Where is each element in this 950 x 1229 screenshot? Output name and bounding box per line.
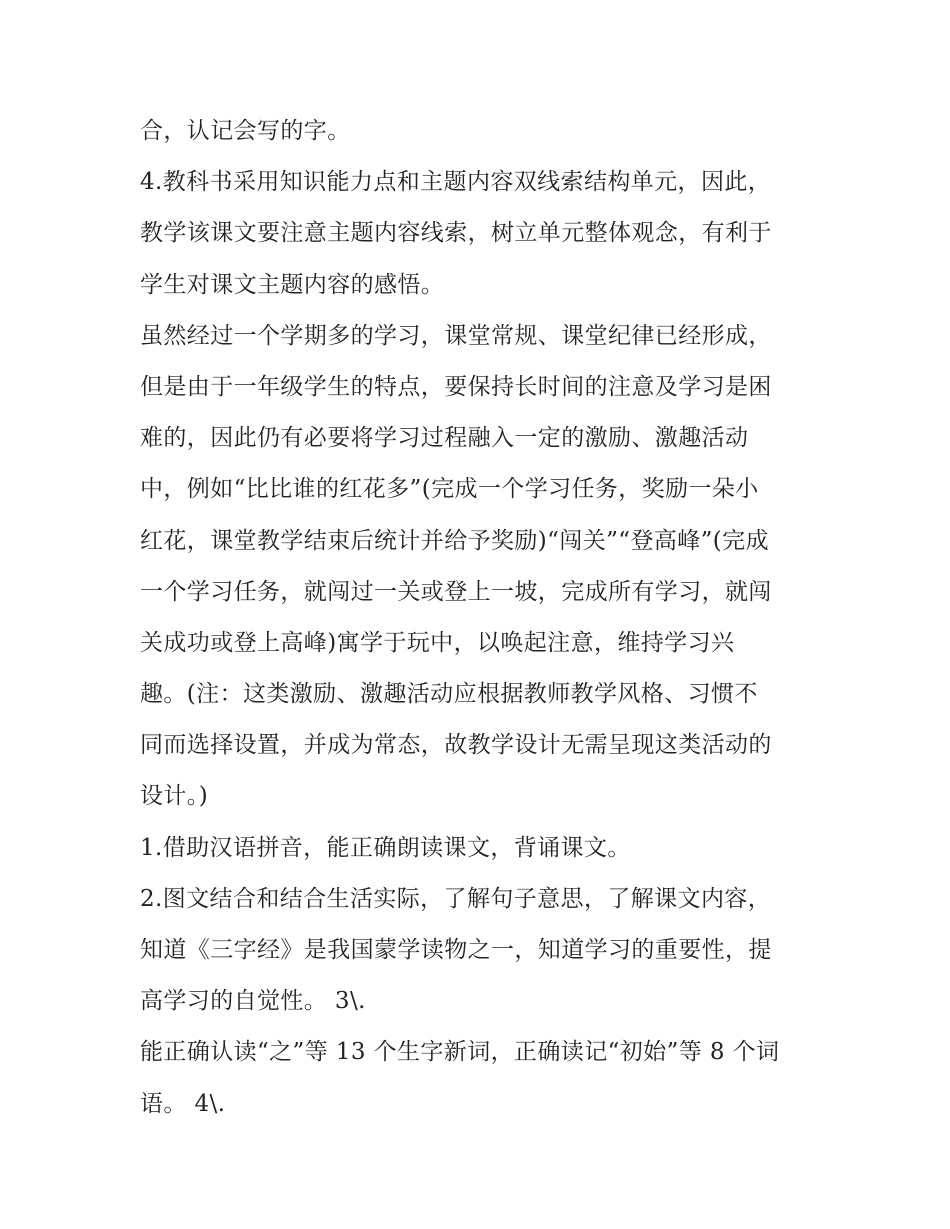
text-line: 1.借助汉语拼音，能正确朗读课文，背诵课文。 — [140, 834, 631, 861]
text-line: 合，认记会写的字。 — [140, 118, 351, 144]
text-line: 知道《三字经》是我国蒙学读物之一，知道学习的重要性，提 — [140, 937, 772, 963]
text-line: 一个学习任务，就闯过一关或登上一坡，完成所有学习，就闯 — [140, 578, 772, 605]
text-line: 能正确认读“之”等 13 个生字新词，正确读记“初始”等 8 个词 — [140, 1039, 780, 1066]
text-line: 语。 4\. — [140, 1090, 226, 1117]
text-line: 红花，课堂教学结束后统计并给予奖励)“闯关”“登高峰”(完成 — [140, 527, 769, 554]
text-line: 4.教科书采用知识能力点和主题内容双线索结构单元，因此， — [140, 169, 772, 196]
text-line: 关成功或登上高峰)寓学于玩中，以唤起注意，维持学习兴 — [140, 629, 735, 656]
text-line: 学生对课文主题内容的感悟。 — [140, 271, 445, 298]
text-line: 趣。(注：这类激励、激趣活动应根据教师教学风格、习惯不 — [140, 681, 758, 708]
text-line: 难的，因此仍有必要将学习过程融入一定的激励、激趣活动 — [140, 425, 749, 452]
text-line: 教学该课文要注意主题内容线索，树立单元整体观念，有利于 — [140, 220, 772, 247]
text-line: 同而选择设置，并成为常态，故教学设计无需呈现这类活动的 — [140, 732, 772, 759]
text-line: 设计。) — [140, 783, 209, 810]
text-line: 中，例如“比比谁的红花多”(完成一个学习任务，奖励一朵小 — [140, 476, 759, 503]
text-line: 但是由于一年级学生的特点，要保持长时间的注意及学习是困 — [140, 373, 772, 400]
text-line: 虽然经过一个学期多的学习，课堂常规、课堂纪律已经形成， — [140, 322, 772, 349]
document-body — [140, 106, 830, 1130]
text-line: 2.图文结合和结合生活实际，了解句子意思，了解课文内容， — [140, 885, 772, 912]
text-line: 高学习的自觉性。 3\. — [140, 988, 366, 1015]
